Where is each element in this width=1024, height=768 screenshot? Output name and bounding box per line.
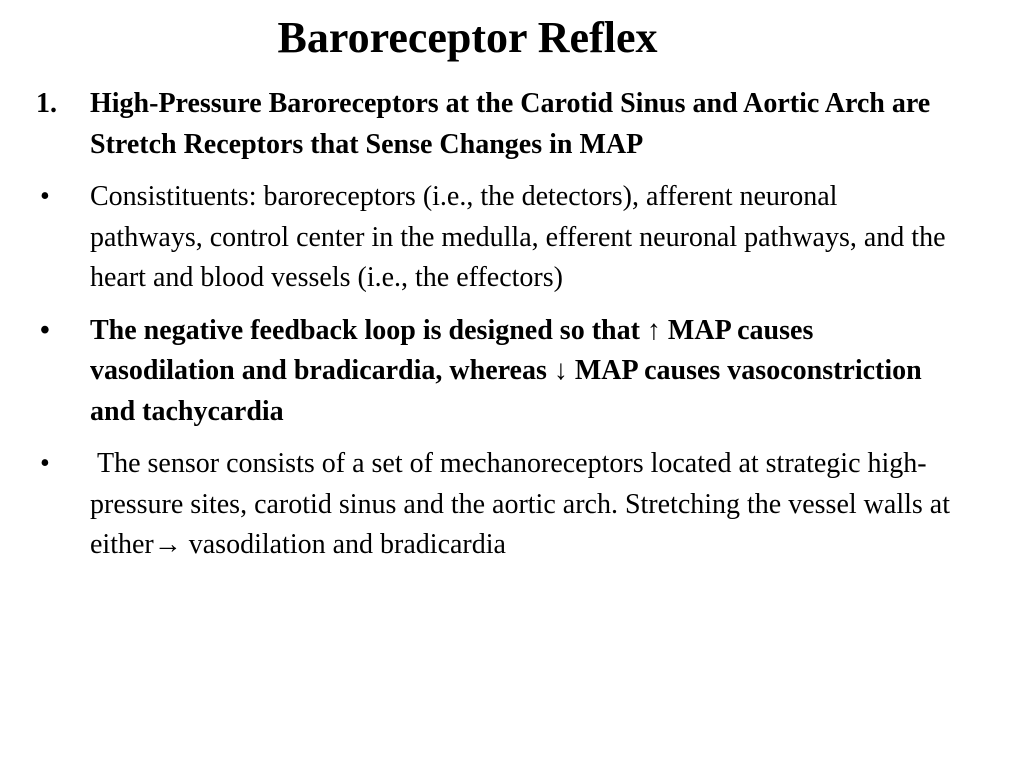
- list-item-text: Consistituents: baroreceptors (i.e., the detectors), afferent neuronal pathways, control center in the medulla, efferent neuronal pathways, and the heart and blood vessels (i.e., the effectors): [90, 181, 946, 293]
- slide-title: Baroreceptor Reflex: [277, 13, 658, 62]
- bullet-marker: •: [40, 314, 50, 346]
- slide-content: [36, 84, 956, 566]
- list-item-constituents: [36, 177, 956, 299]
- bullet-marker: •: [40, 448, 50, 479]
- bullet-marker: •: [40, 181, 50, 212]
- list-item-text: The sensor consists of a set of mechanoreceptors located at strategic high-pressure sites, carotid sinus and the aortic arch. Stretching the vessel walls at either→ vasodilation and bradicardia: [90, 448, 950, 560]
- number-marker: 1.: [36, 88, 57, 119]
- list-item-negative-feedback: [36, 311, 956, 433]
- list-item-text: The negative feedback loop is designed so that ↑ MAP causes vasodilation and bradicardia, whereas ↓ MAP causes vasoconstriction and tachycardia: [90, 314, 922, 427]
- list-item-text: High-Pressure Baroreceptors at the Carotid Sinus and Aortic Arch are Stretch Receptors that Sense Changes in MAP: [90, 88, 931, 160]
- list-item-high-pressure-baroreceptors: [36, 84, 956, 165]
- list-item-sensor: [36, 444, 956, 566]
